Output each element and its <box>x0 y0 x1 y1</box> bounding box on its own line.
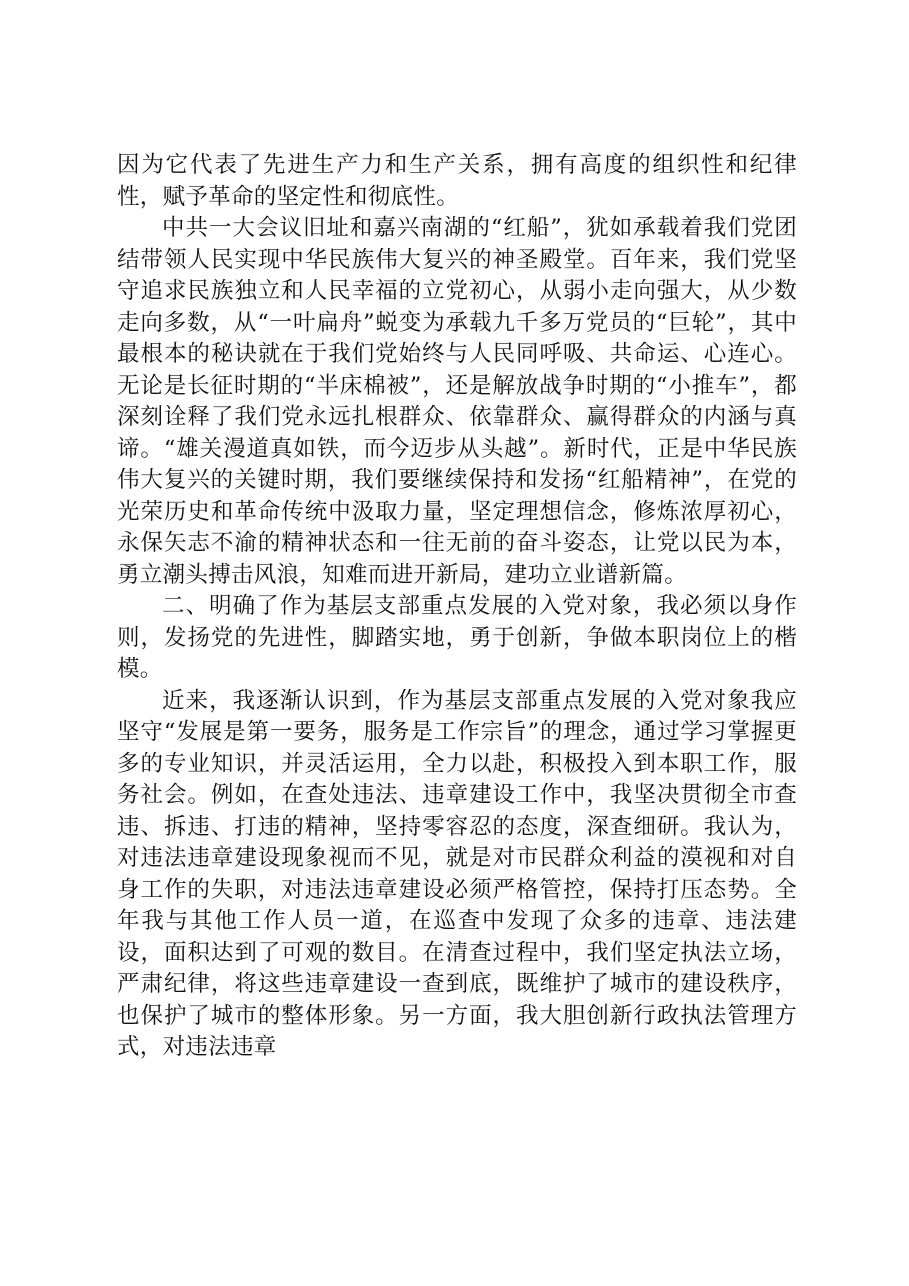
paragraph-red-boat: 中共一大会议旧址和嘉兴南湖的“红船”，犹如承载着我们党团结带领人民实现中华民族伟大复兴的神圣殿堂。百年来，我们党坚守追求民族独立和人民幸福的立党初心，从弱小走向强大，从少数走向多数，从“一叶扁舟”蜕变为承载九千多万党员的“巨轮”，其中最根本的秘诀就在于我们党始终与人民同呼吸、共命运、心连心。无论是长征时期的“半床棉被”，还是解放战争时期的“小推车”，都深刻诠释了我们党永远扎根群众、依靠群众、赢得群众的内涵与真谛。“雄关漫道真如铁，而今迈步从头越”。新时代，正是中华民族伟大复兴的关键时期，我们要继续保持和发扬“红船精神”，在党的光荣历史和革命传统中汲取力量，坚定理想信念，修炼浓厚初心，永保矢志不渝的精神状态和一往无前的奋斗姿态，让党以民为本，勇立潮头搏击风浪，知难而进开新局，建功立业谱新篇。 <box>117 215 797 588</box>
document-body <box>117 150 797 1064</box>
paragraph-work-practice: 近来，我逐渐认识到，作为基层支部重点发展的入党对象我应坚守“发展是第一要务，服务是工作宗旨”的理念，通过学习掌握更多的专业知识，并灵活运用，全力以赴，积极投入到本职工作，服务社会。例如，在查处违法、违章建设工作中，我坚决贯彻全市查违、拆违、打违的精神，坚持零容忍的态度，深查细研。我认为，对违法违章建设现象视而不见，就是对市民群众利益的漠视和对自身工作的失职，对违法违章建设必须严格管控，保持打压态势。全年我与其他工作人员一道，在巡查中发现了众多的违章、违法建设，面积达到了可观的数目。在清查过程中，我们坚定执法立场，严肃纪律，将这些违章建设一查到底，既维护了城市的建设秩序，也保护了城市的整体形象。另一方面，我大胆创新行政执法管理方式，对违法违章 <box>117 687 797 1060</box>
paragraph-section-two-heading: 二、明确了作为基层支部重点发展的入党对象，我必须以身作则，发扬党的先进性，脚踏实地，勇于创新，争做本职岗位上的楷模。 <box>117 593 797 682</box>
paragraph-continuation: 因为它代表了先进生产力和生产关系，拥有高度的组织性和纪律性，赋予革命的坚定性和彻底性。 <box>117 152 797 210</box>
